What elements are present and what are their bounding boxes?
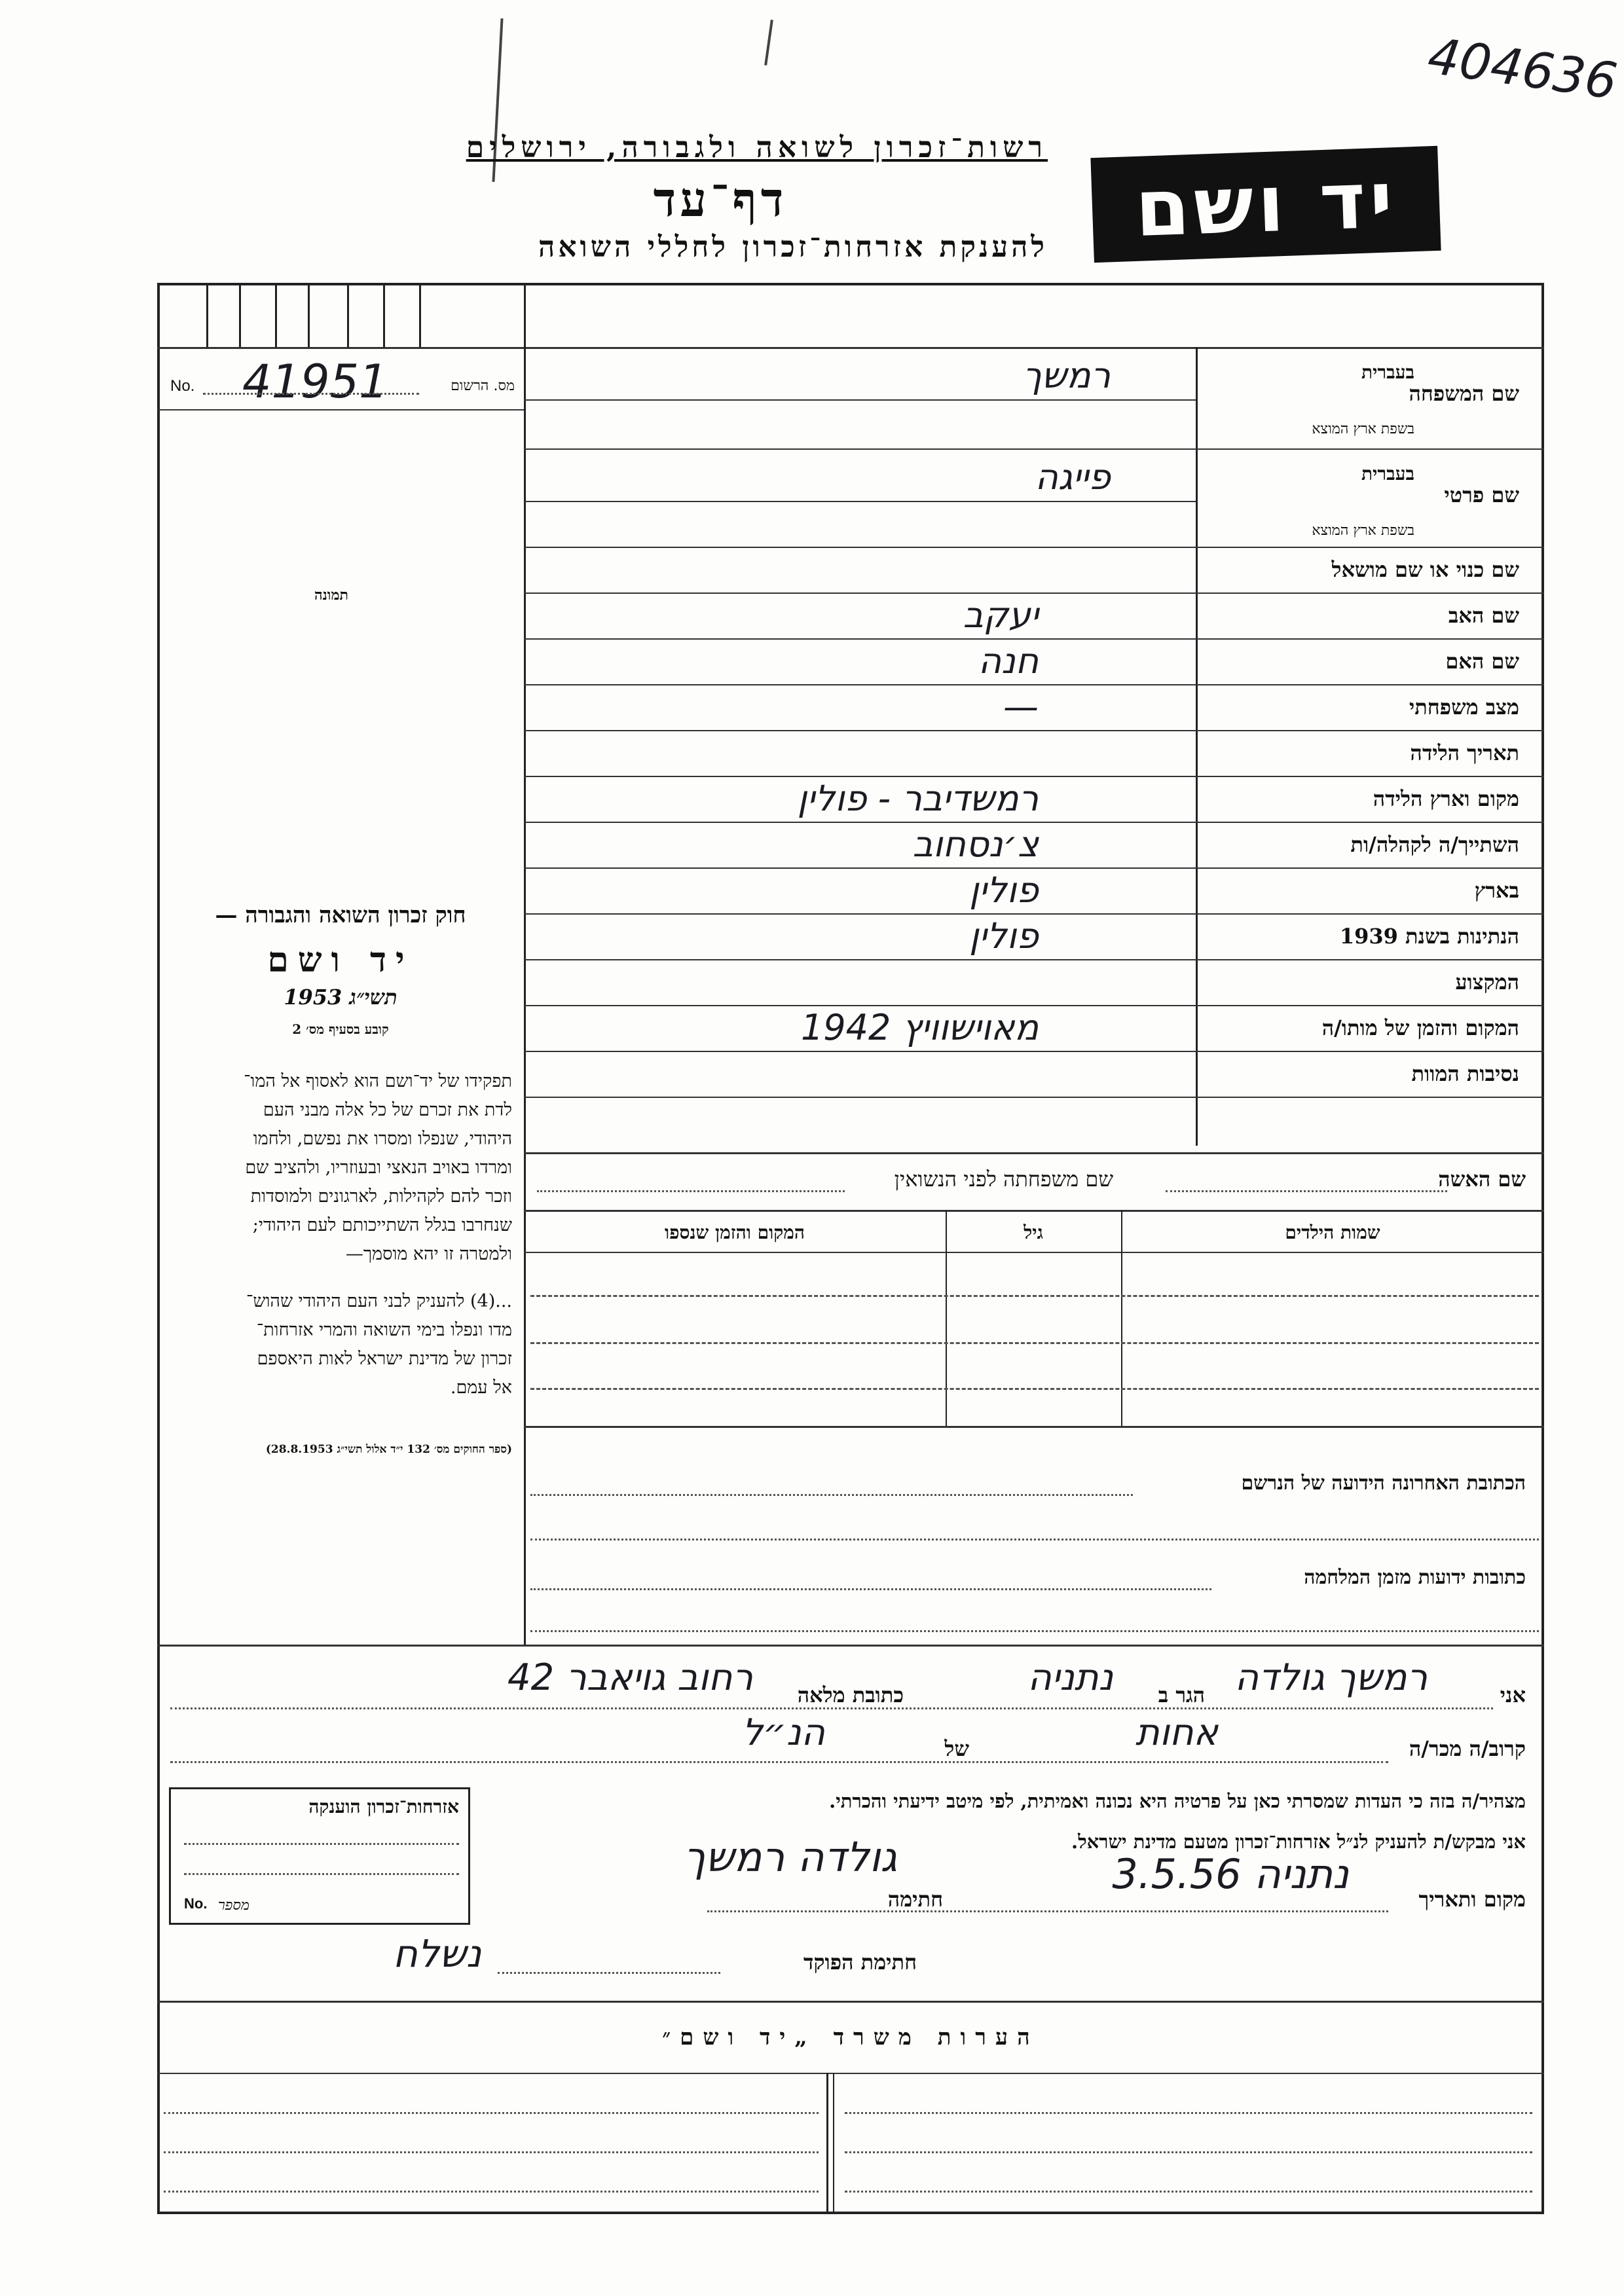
- field-value[interactable]: פולין: [969, 915, 1039, 957]
- relation-value: אחות: [1135, 1711, 1218, 1754]
- field-label: שם האב: [1448, 603, 1519, 628]
- field-value[interactable]: צ׳נסחוב: [912, 824, 1039, 865]
- field-label: המקצוע: [1455, 970, 1519, 994]
- field-row-line: [524, 547, 1544, 548]
- registration-number-value: 41951: [242, 355, 388, 409]
- declarant-address: רחוב גויאבר 42: [507, 1656, 753, 1699]
- law-line: ...(4) להעניק לבני העם היהודי שהוש־: [246, 1291, 512, 1311]
- yad-vashem-logo: [1090, 146, 1441, 263]
- field-row-line: [524, 448, 1544, 450]
- law-year: תשי״ג 1953: [284, 985, 397, 1010]
- form-subtitle: להענקת אזרחות־זכרון לחללי השואה: [538, 230, 1048, 264]
- last-address-field[interactable]: [530, 1494, 1133, 1496]
- field-row-line: [524, 959, 1544, 960]
- citizenship-granted-title: אזרחות־זכרון הוענקה: [308, 1796, 459, 1817]
- law-line: זכרון של מדינת ישראל לאות היאספם: [257, 1349, 512, 1369]
- left-column-divider: [524, 283, 526, 1645]
- office-notes-title: הערות משרד „יד ושם״: [662, 2024, 1039, 2050]
- law-line: לדת את זכרם של כל אלה מבני העם: [263, 1100, 512, 1120]
- field-inner-line: [524, 501, 1196, 502]
- field-label: שם פרטי: [1444, 483, 1519, 507]
- maiden-name-label: שם משפחתה לפני הנשואין: [894, 1167, 1113, 1192]
- field-label: שם האם: [1445, 649, 1519, 674]
- field-label: הנתינות בשנת 1939: [1339, 924, 1519, 949]
- last-address-label: הכתובת האחרונה הידועה של הנרשם: [1241, 1472, 1526, 1495]
- wife-label: שם האשה: [1438, 1167, 1526, 1192]
- field-row-line: [524, 592, 1544, 594]
- children-names-header: שמות הילדים: [1285, 1222, 1380, 1243]
- field-row-line: [524, 822, 1544, 823]
- field-value[interactable]: פולין: [969, 869, 1039, 911]
- field-value[interactable]: מאוישוויץ 1942: [800, 1007, 1039, 1048]
- logo-text: יד ושם: [1133, 154, 1399, 255]
- law-line: תפקידו של יד־ושם הוא לאסוף אל המו־: [244, 1071, 512, 1091]
- field-value[interactable]: רמשך: [1022, 355, 1111, 396]
- law-citation: (ספר החוקים מס׳ 132 י״ד אלול תשי״ג 28.8.1953): [265, 1443, 512, 1456]
- law-line: ומרדו באויב הנאצי ובעוזריו, ולהציב שם: [245, 1157, 512, 1178]
- field-value[interactable]: יעקב: [963, 594, 1039, 636]
- officer-signature: נשלח: [393, 1931, 482, 1976]
- law-line: היהודי, שנפלו ומסרו את נפשם, ולחמו: [253, 1129, 512, 1149]
- field-value[interactable]: פייגה: [1035, 456, 1111, 498]
- field-label: מצב משפחתי: [1409, 695, 1519, 720]
- field-row-line: [524, 1051, 1544, 1052]
- field-label: השתייך/ה לקהלה/ות: [1350, 832, 1519, 857]
- notes-divider: [826, 2073, 828, 2214]
- full-address-label: כתובת מלאה: [797, 1683, 904, 1707]
- signature-label: חתימה: [887, 1887, 943, 1912]
- wartime-addresses-field[interactable]: [530, 1588, 1211, 1590]
- resides-label: הגר ב: [1158, 1683, 1205, 1707]
- declarant-name: רמשך גולדה: [1234, 1656, 1428, 1699]
- declaration-statement: מצהיר/ה בזה כי העדות שמסרתי כאן על פרטיה היא נכונה ואמיתית, לפי מיטב ידיעתי והכרתי.: [829, 1790, 1526, 1812]
- field-label: תאריך הלידה: [1410, 740, 1519, 765]
- place-date-label: מקום ותאריך: [1418, 1887, 1526, 1912]
- field-sublabel-origin: בשפת ארץ המוצא: [1312, 522, 1414, 539]
- registration-number-row: [170, 355, 517, 409]
- no-label: No.: [170, 377, 195, 395]
- officer-signature-label: חתימת הפוקד: [803, 1950, 917, 1975]
- law-line: ולמטרה זו יהא מוסמך—: [345, 1244, 512, 1264]
- field-label: שם המשפחה: [1409, 381, 1519, 406]
- relative-label: קרוב/ה מכר/ה: [1409, 1736, 1526, 1761]
- field-row-line: [524, 1005, 1544, 1006]
- law-line: וזכר להם לקהילות, לארגונים ולמוסדות: [250, 1186, 512, 1207]
- label-column-divider: [1196, 347, 1198, 1146]
- photo-label: תמונה: [314, 587, 348, 604]
- field-row-line: [524, 730, 1544, 731]
- children-death-header: המקום והזמן שנספו: [665, 1222, 805, 1243]
- field-label: בארץ: [1474, 878, 1519, 903]
- field-row-line: [524, 684, 1544, 685]
- declarant-signature: גולדה רמשך: [683, 1833, 897, 1881]
- field-row-line: [524, 776, 1544, 777]
- grant-no-label: No.: [184, 1895, 208, 1912]
- field-sublabel-hebrew: בעברית: [1361, 361, 1414, 383]
- top-strip-line: [157, 347, 1544, 349]
- wife-field[interactable]: [1166, 1190, 1447, 1192]
- citizenship-granted-box: [169, 1787, 470, 1925]
- authority-line: רשות־זכרון לשואה ולגבורה, ירושלים: [466, 131, 1048, 164]
- registration-number-label: מס. הרשום: [451, 378, 515, 394]
- law-line: אל עמם.: [450, 1377, 512, 1398]
- field-row-line: [524, 867, 1544, 869]
- field-row-line: [524, 638, 1544, 640]
- law-title: חוק זכרון השואה והגבורה —: [215, 902, 466, 928]
- of-label: של: [944, 1736, 969, 1761]
- archive-number: 404636: [1424, 26, 1621, 111]
- field-value[interactable]: רמשדיבר - פולין: [797, 778, 1039, 819]
- children-age-header: גיל: [1024, 1222, 1043, 1243]
- field-value[interactable]: —: [1003, 686, 1039, 727]
- field-label: המקום והזמן של מותו/ה: [1321, 1015, 1519, 1040]
- field-sublabel-origin: בשפת ארץ המוצא: [1312, 421, 1414, 437]
- field-inner-line: [524, 399, 1196, 401]
- place-date-value: נתניה 3.5.56: [1112, 1850, 1349, 1898]
- field-label: מקום וארץ הלידה: [1373, 786, 1519, 811]
- wartime-addresses-label: כתובות ידועות מזמן המלחמה: [1304, 1566, 1526, 1589]
- form-title: דף־עד: [653, 172, 788, 227]
- declarant-i-label: אני: [1500, 1683, 1526, 1707]
- field-value[interactable]: חנה: [978, 640, 1039, 682]
- field-sublabel-hebrew: בעברית: [1361, 463, 1414, 484]
- law-clause: קובע בסעיף מס׳ 2: [292, 1021, 389, 1037]
- field-row-line: [524, 913, 1544, 915]
- law-line: שנחרבו בגלל השתייכותם לעם היהודי;: [252, 1215, 512, 1235]
- field-label: שם כנוי או שם מושאל: [1331, 557, 1519, 582]
- declarant-city: נתניה: [1027, 1656, 1113, 1699]
- law-name: יד ושם: [267, 940, 414, 980]
- law-text: [172, 1067, 512, 1402]
- grant-number-label: מספר: [218, 1897, 249, 1914]
- field-row-line: [524, 1097, 1544, 1098]
- maiden-name-field[interactable]: [537, 1190, 845, 1192]
- law-line: מדו ונפלו בימי השואה והמרי אזרחות־: [256, 1320, 512, 1340]
- declaration-request: אני מבקש/ת להעניק לנ״ל אזרחות־זכרון מטעם מדינת ישראל.: [1071, 1831, 1526, 1853]
- of-value: הנ״ל: [742, 1711, 825, 1754]
- field-label: נסיבות המוות: [1411, 1061, 1519, 1086]
- stamp-mark: [764, 20, 773, 65]
